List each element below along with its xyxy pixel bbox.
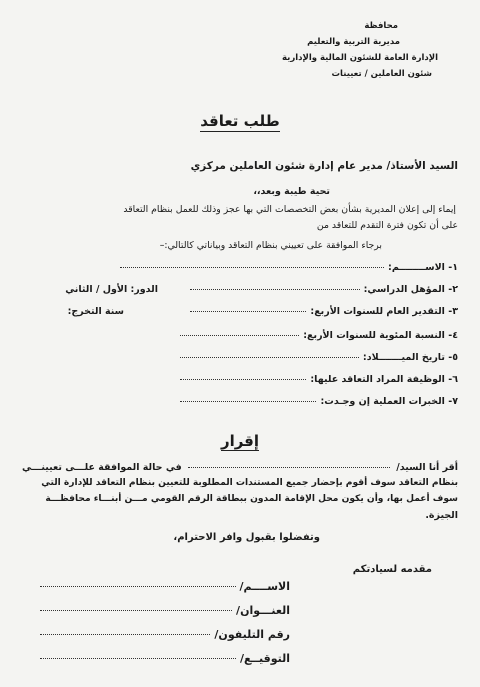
declaration-line-2: بنظام التعاقد سوف أقوم بإحضار جميع المستندات المطلوبة للتعيين بنظام التعاقد للإدارة التي: [41, 478, 458, 488]
field-qualification[interactable]: ٢- المؤهل الدراسي:: [190, 284, 458, 295]
header-department: شئون العاملين / تعيينات: [331, 69, 432, 79]
field-grade[interactable]: ٣- التقدير العام للسنوات الأربع:: [190, 306, 458, 317]
field-birth-date[interactable]: ٥- تاريخ الميـــــــلاد:: [180, 352, 458, 363]
sign-address[interactable]: العنـــوان/: [40, 604, 290, 617]
sign-signature[interactable]: التوقيــع/: [40, 652, 290, 665]
document-title: طلب تعاقد: [200, 112, 280, 130]
field-percentage[interactable]: ٤- النسبة المئوية للسنوات الأربع:: [180, 330, 458, 341]
salutation: السيد الأستاذ/ مدير عام إدارة شئون العاملين مركزي: [190, 160, 458, 172]
field-name[interactable]: ١- الاســــــــم:: [120, 262, 458, 273]
declaration-line-3: سوف أعمل بها، وأن يكون محل الإقامة المدون ببطاقة الرقم القومي مـــن أبنـــاء محافظـــة: [45, 494, 458, 504]
closing: وتفضلوا بقبول وافر الاحترام،: [173, 532, 320, 543]
field-experience[interactable]: ٧- الخبرات العملية إن وجـدت:: [180, 396, 458, 407]
field-graduation-year: سنة التخرج:: [67, 306, 124, 317]
request-line: برجاء الموافقة على تعييني بنظام التعاقد وبياناتي كالتالي:–: [159, 240, 382, 251]
submitted-by: مقدمه لسيادتكم: [352, 564, 432, 575]
intro-line-2: على أن تكون فترة التقدم للتعاقد من: [316, 220, 458, 231]
declaration-line-4: الجيزة.: [425, 510, 458, 521]
intro-line-1: إيماء إلى إعلان المديرية بشأن بعض التخصصات التي بها عجز وذلك للعمل بنظام التعاقد: [123, 204, 456, 215]
header-governorate: محافظة: [364, 21, 398, 31]
sign-name[interactable]: الاســــم/: [40, 580, 290, 593]
declaration-line-1: أقر أنا السيد/ في حالة الموافقة علـــى تعيينـــي: [22, 462, 458, 473]
field-job[interactable]: ٦- الوظيفة المراد التعاقد عليها:: [180, 374, 458, 385]
sign-phone[interactable]: رقم التليفون/: [40, 628, 290, 641]
greeting: تحية طيبة وبعد،،: [253, 186, 330, 197]
header-general-admin: الإدارة العامة للشئون المالية والإدارية: [282, 53, 438, 63]
declaration-title: إقرار: [220, 432, 260, 450]
header-directorate: مديرية التربية والتعليم: [307, 37, 400, 47]
declarant-name-blank[interactable]: [188, 467, 391, 468]
field-round: الدور: الأول / الثاني: [65, 284, 158, 295]
